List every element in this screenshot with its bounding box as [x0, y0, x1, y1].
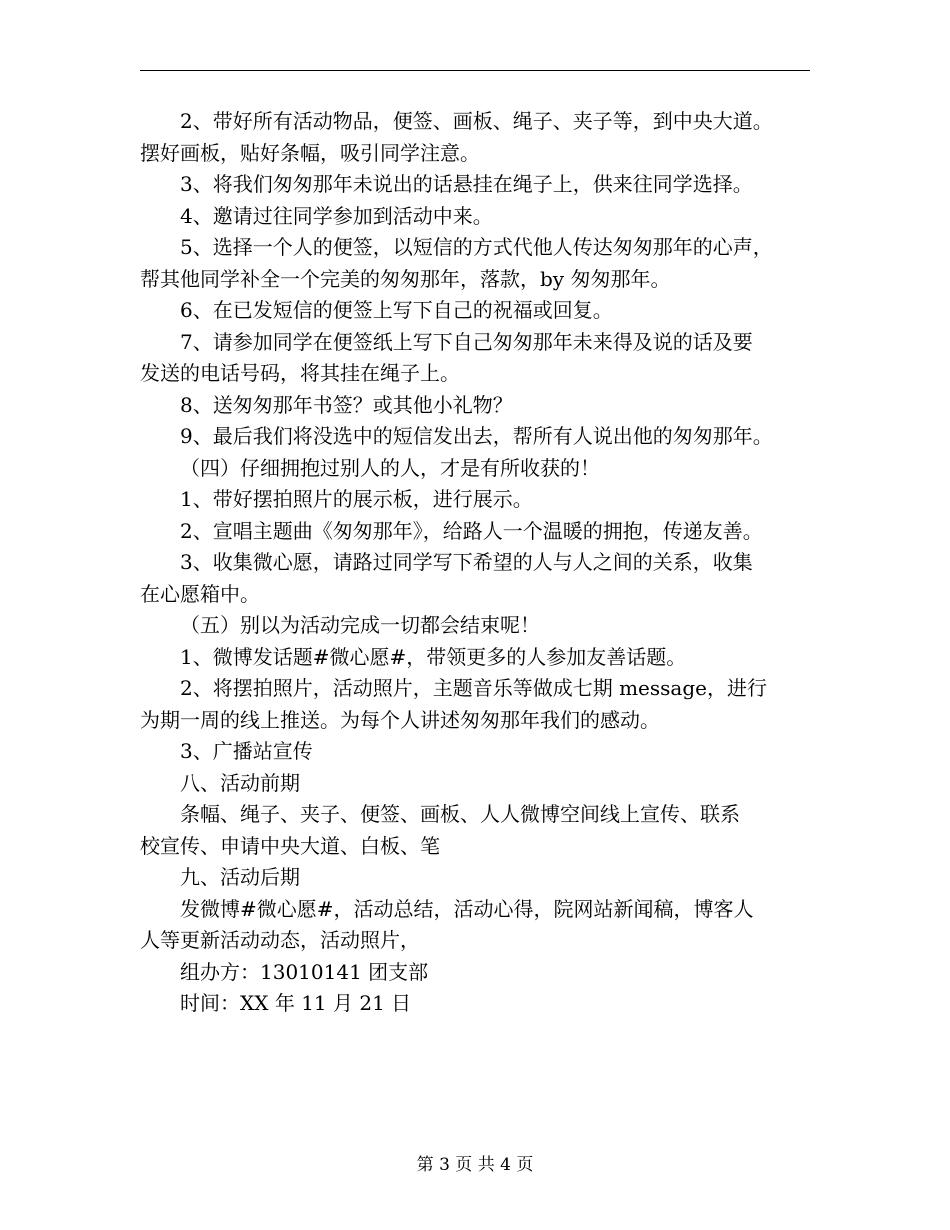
paragraph-line: 1、微博发话题#微心愿#，带领更多的人参加友善话题。: [180, 644, 687, 669]
paragraph-line: 为期一周的线上推送。为每个人讲述匆匆那年我们的感动。: [140, 707, 660, 732]
paragraph-line: 3、收集微心愿，请路过同学写下希望的人与人之间的关系，收集: [180, 550, 753, 574]
page-number-footer: 第 3 页 共 4 页: [416, 1155, 534, 1175]
paragraph-line: 9、最后我们将没选中的短信发出去，帮所有人说出他的匆匆那年。: [180, 424, 773, 448]
paragraph-line: 在心愿箱中。: [140, 581, 260, 606]
paragraph-line: 8、送匆匆那年书签？或其他小礼物？: [180, 392, 513, 417]
paragraph-line: 摆好画板，贴好条幅，吸引同学注意。: [140, 140, 480, 165]
paragraph-line: 校宣传、申请中央大道、白板、笔: [140, 833, 440, 858]
paragraph-line: 条幅、绳子、夹子、便签、画板、人人微博空间线上宣传、联系: [180, 802, 740, 826]
paragraph-line: 3、广播站宣传: [180, 739, 313, 763]
header-rule: [140, 70, 810, 71]
paragraph-line: 发微博#微心愿#，活动总结，活动心得，院网站新闻稿，博客人: [180, 896, 754, 921]
date-line: 时间：XX 年 11 月 21 日: [180, 991, 412, 1015]
paragraph-line: 1、带好摆拍照片的展示板，进行展示。: [180, 487, 533, 511]
paragraph-line: 4、邀请过往同学参加到活动中来。: [180, 203, 493, 228]
paragraph-line: 3、将我们匆匆那年未说出的话悬挂在绳子上，供来往同学选择。: [180, 172, 753, 196]
paragraph-line: 5、选择一个人的便签，以短信的方式代他人传达匆匆那年的心声，: [180, 235, 773, 259]
paragraph-line: 发送的电话号码，将其挂在绳子上。: [140, 361, 460, 385]
section-heading: 九、活动后期: [180, 865, 300, 889]
paragraph-line: 6、在已发短信的便签上写下自己的祝福或回复。: [180, 298, 613, 322]
paragraph-line: 人等更新活动动态，活动照片，: [140, 928, 420, 952]
organizer-line: 组办方：13010141 团支部: [180, 959, 429, 984]
paragraph-line: 2、将摆拍照片，活动照片，主题音乐等做成七期 message，进行: [180, 676, 767, 700]
paragraph-line: 7、请参加同学在便签纸上写下自己匆匆那年未来得及说的话及要: [180, 329, 753, 354]
section-heading: 八、活动前期: [180, 770, 300, 795]
section-heading: （五）别以为活动完成一切都会结束呢！: [180, 613, 540, 637]
paragraph-line: 2、带好所有活动物品，便签、画板、绳子、夹子等，到中央大道。: [180, 109, 773, 133]
section-heading: （四）仔细拥抱过别人的人，才是有所收获的！: [180, 455, 600, 480]
document-body: [140, 106, 820, 1020]
paragraph-line: 帮其他同学补全一个完美的匆匆那年，落款，by 匆匆那年。: [140, 266, 671, 291]
paragraph-line: 2、宣唱主题曲《匆匆那年》，给路人一个温暖的拥抱，传递友善。: [180, 518, 763, 543]
